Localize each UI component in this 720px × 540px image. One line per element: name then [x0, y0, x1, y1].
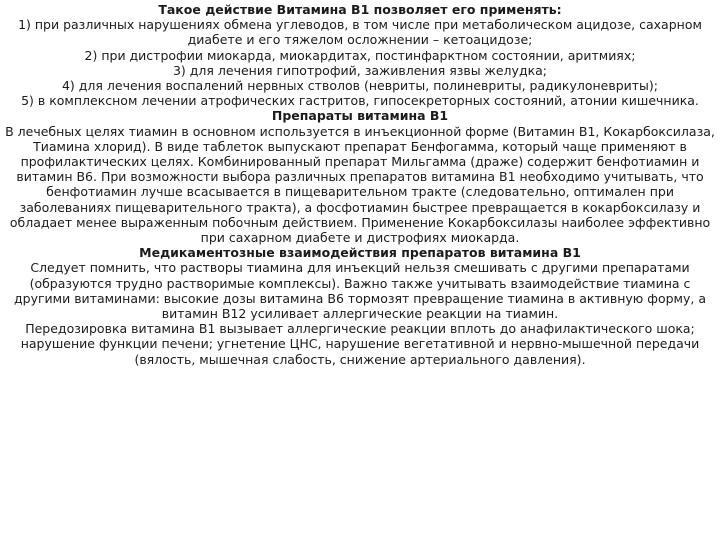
use-item-2: 2) при дистрофии миокарда, миокардитах, постинфарктном состоянии, аритмиях; — [84, 47, 636, 63]
preparations-heading: Препараты витамина В1 — [271, 108, 449, 124]
use-item-4: 4) для лечения воспалений нервных стволов (невриты, полиневриты, радикулоневриты); — [61, 78, 659, 94]
preparations-paragraph: В лечебных целях тиамин в основном используется в инъекционной форме (Витамин В1, Кокарбоксилаза, Тиамина хлорид). В виде таблеток выпускают препарат Бенфогамма, который чаще применяют в профилактических целях. Комбинированный препарат Мильгамма (драже) содержит бенфотиамин и витамин В6. При возможности выбора различных препаратов витамина В1 необходимо учитывать, что бенфотиамин лучше всасывается в пищеварительном тракте (следовательно, оптимален при заболеваниях пищеварительного тракта), а фосфотиамин быстрее превращается в кокарбоксилазу и обладает менее выраженным побочным действием. Применение Кокарбоксилазы наиболее эффективно при сахарном диабете и дистрофиях миокарда. — [5, 123, 715, 246]
interactions-heading: Медикаментозные взаимодействия препаратов витамина В1 — [139, 245, 581, 261]
use-item-3: 3) для лечения гипотрофий, заживления язвы желудка; — [172, 62, 548, 78]
overdose-paragraph: Передозировка витамина В1 вызывает аллергические реакции вплоть до анафилактического шока; нарушение функции печени; угнетение ЦНС, нарушение вегетативной и нервно-мышечной передачи (вялость, мышечная слабость, снижение артериального давления). — [20, 321, 700, 367]
use-item-5: 5) в комплексном лечении атрофических гастритов, гипосекреторных состояний, атонии кишечника. — [21, 93, 699, 109]
intro-heading: Такое действие Витамина В1 позволяет его применять: — [158, 2, 562, 17]
document-body — [0, 2, 720, 367]
interactions-paragraph: Следует помнить, что растворы тиамина для инъекций нельзя смешивать с другими препаратами (образуются трудно растворимые комплексы). Важно также учитывать взаимодействие тиамина с другими витаминами: высокие дозы витамина В6 тормозят превращение тиамина в активную форму, а витамин В12 усиливает аллергические реакции на тиамин. — [14, 260, 706, 322]
use-item-1: 1) при различных нарушениях обмена углеводов, в том числе при метаболическом ацидозе, сахарном диабете и его тяжелом осложнении – кетоацидозе; — [18, 17, 702, 48]
